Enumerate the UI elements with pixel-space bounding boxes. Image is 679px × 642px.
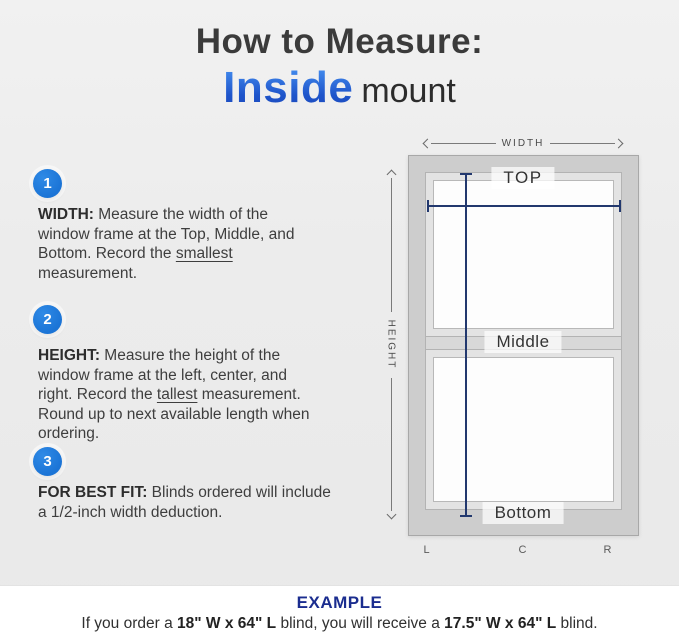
step-3-label: FOR BEST FIT: [38, 484, 148, 501]
left-axis-marker: L [423, 544, 431, 556]
step-2-line-4: Round up to next available length when [38, 405, 310, 423]
step-2-line-5: ordering. [38, 425, 100, 442]
title-line2 [0, 63, 679, 113]
step-1-line-2: window frame at the Top, Middle, and [38, 225, 295, 243]
example-heading: EXAMPLE [296, 593, 383, 612]
window-top-sash [426, 173, 621, 336]
bottom-position-label: Bottom [483, 502, 564, 524]
step-2-line-3: right. Record the tallest measurement. [38, 386, 301, 403]
step-2-line-2: window frame at the left, center, and [38, 366, 287, 384]
window-bottom-pane [433, 357, 614, 502]
top-position-label: TOP [491, 167, 554, 189]
step-2-text [38, 346, 368, 444]
step-1-label: WIDTH: [38, 206, 94, 223]
step-2-badge: 2 [33, 305, 62, 334]
step-3-text [38, 483, 368, 522]
underlined-word: tallest [156, 386, 198, 403]
arrow-right-icon [614, 138, 624, 148]
center-axis-marker: C [518, 544, 528, 556]
width-dimension-arrow [424, 137, 622, 149]
underlined-word: smallest [175, 245, 233, 262]
title-suffix: mount [361, 72, 456, 110]
step-3-line-1: FOR BEST FIT: Blinds ordered will include [38, 484, 331, 501]
arrow-down-icon [386, 510, 396, 520]
step-3-badge: 3 [33, 447, 62, 476]
step-3-line-2: a 1/2-inch width deduction. [38, 503, 223, 521]
step-1-line-4: measurement. [38, 264, 138, 282]
height-label: HEIGHT [385, 319, 397, 370]
example-section [0, 585, 679, 642]
title-line1: How to Measure: [195, 22, 484, 61]
window-top-pane [433, 180, 614, 329]
ordered-size: 18" W x 64" L [177, 615, 277, 632]
window-bottom-sash [426, 350, 621, 509]
step-2-label: HEIGHT: [38, 347, 100, 364]
page-title [0, 22, 679, 113]
step-1-text [38, 205, 368, 283]
middle-position-label: Middle [484, 331, 561, 353]
title-highlight: Inside [223, 63, 354, 112]
right-axis-marker: R [603, 544, 613, 556]
width-label: WIDTH [501, 137, 545, 149]
arrow-left-icon [423, 138, 433, 148]
arrow-up-icon [386, 170, 396, 180]
step-1-badge: 1 [33, 169, 62, 198]
height-dimension-arrow [384, 171, 398, 518]
vertical-measure-line [465, 173, 467, 517]
step-1-line-3: Bottom. Record the smallest [38, 245, 233, 262]
example-sentence: If you order a 18" W x 64" L blind, you will receive a 17.5" W x 64" L blind. [81, 615, 598, 632]
step-2-line-1: HEIGHT: Measure the height of the [38, 347, 281, 364]
step-1-line-1: WIDTH: Measure the width of the [38, 206, 268, 223]
horizontal-measure-line [427, 205, 621, 207]
received-size: 17.5" W x 64" L [444, 615, 557, 632]
